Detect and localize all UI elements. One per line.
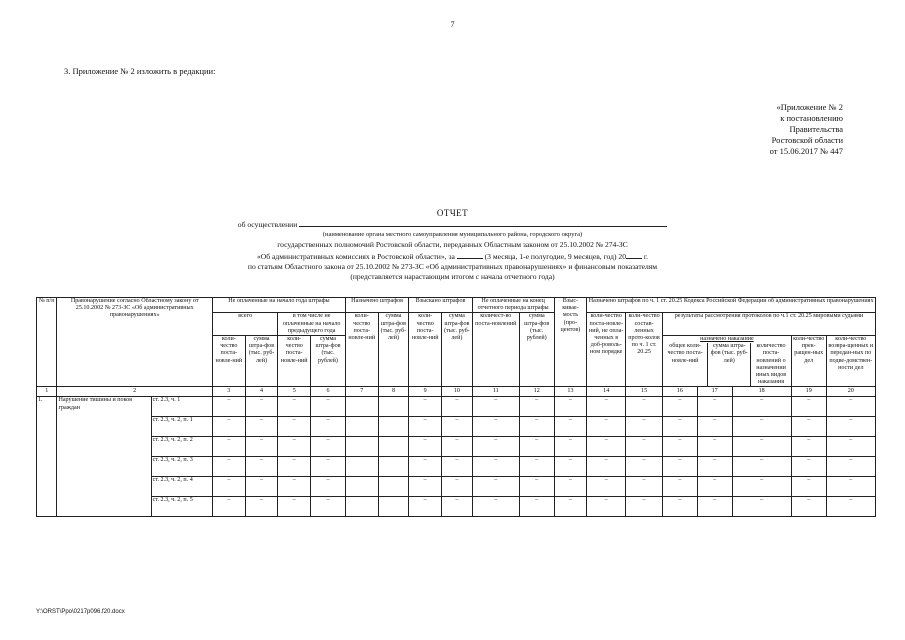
cell-col-16: –: [662, 397, 697, 417]
cell-col-11: –: [472, 477, 519, 497]
header-terminated: коли-чество прек-ращен-ных дел: [791, 336, 826, 387]
cell-col-15: –: [626, 397, 663, 417]
header-fine-sum: сумма штра-фов (тыс. руб-лей): [708, 343, 751, 386]
report-line-4-text-b: (3 месяца, 1-е полугодие, 9 месяцев, год) 20: [484, 252, 626, 261]
header-unpaid-end-sum: сумма штра-фов (тыс. рублей): [519, 313, 554, 387]
table-row: [37, 437, 876, 457]
article-reference: ст. 2.3, ч. 2, п. 5: [151, 497, 212, 517]
cell-col-13: –: [554, 417, 587, 437]
cell-col-12: –: [519, 417, 554, 437]
header-returned: коли-чество возвра-щенных и передан-ных по подве-домствен-ности дел: [826, 336, 875, 387]
cell-col-6: –: [311, 497, 346, 517]
header-art2025: Назначено штрафов по ч. 1 ст. 20.25 Кодекса Российской Федерации об административных правонарушениях: [587, 298, 876, 313]
header-total: всего: [212, 313, 277, 336]
cell-col-13: –: [554, 477, 587, 497]
cell-col-15: –: [626, 417, 663, 437]
header-incl-count: коли-чество поста-новле-ний: [278, 336, 311, 387]
column-number: 19: [791, 387, 826, 397]
cell-col-4: –: [245, 437, 278, 457]
cell-col-15: –: [626, 457, 663, 477]
cell-col-16: –: [662, 497, 697, 517]
cell-col-16: –: [662, 437, 697, 457]
cell-col-17: –: [697, 457, 732, 477]
header-collected: Взыскано штрафов: [409, 298, 472, 313]
appendix-note: [703, 102, 843, 157]
cell-col-13: –: [554, 397, 587, 417]
cell-col-4: –: [245, 417, 278, 437]
header-results: результаты рассмотрения протоколов по ч.1 ст. 20.25 мировыми судьями: [662, 313, 875, 336]
cell-col-19: –: [791, 477, 826, 497]
row-number: 1.: [37, 397, 57, 517]
cell-col-20: –: [826, 397, 875, 417]
header-total-sum: сумма штра-фов (тыс. руб-лей): [245, 336, 278, 387]
cell-col-15: –: [626, 477, 663, 497]
cell-col-18: –: [732, 477, 791, 497]
cell-col-9: –: [409, 417, 442, 437]
appendix-note-line: Правительства: [789, 124, 843, 134]
report-line-1-text: об осуществлении: [237, 220, 298, 229]
cell-col-7: [345, 497, 378, 517]
header-assigned-count: коли-чество поста-новле-ний: [345, 313, 378, 387]
cell-col-13: –: [554, 497, 587, 517]
header-offense: Правонарушение согласно Областному закону от 25.10.2002 № 273-ЗС «Об административных правонарушениях»: [57, 298, 213, 387]
cell-col-20: –: [826, 497, 875, 517]
cell-col-5: –: [278, 417, 311, 437]
cell-col-18: –: [732, 497, 791, 517]
report-line-3: государственных полномочий Ростовской области, переданных Областным законом от 25.10.2002 № 274-ЗС: [277, 240, 628, 249]
cell-col-3: –: [212, 437, 245, 457]
column-number: 10: [442, 387, 473, 397]
table-row: [37, 397, 876, 417]
header-total-count: коли-чество поста-новле-ний: [212, 336, 245, 387]
cell-col-18: –: [732, 437, 791, 457]
cell-col-13: –: [554, 457, 587, 477]
report-line-1: [0, 218, 905, 230]
header-assigned: Назначено штрафов: [345, 298, 408, 313]
header-collected-sum: сумма штра-фов (тыс. руб-лей): [442, 313, 473, 387]
cell-col-14: –: [587, 457, 626, 477]
header-total-decisions: общее коли-чество поста-новле-ний: [663, 343, 708, 386]
cell-col-14: –: [587, 497, 626, 517]
article-reference: ст. 2.3, ч. 1: [151, 397, 212, 417]
cell-col-10: –: [442, 477, 473, 497]
cell-col-4: –: [245, 477, 278, 497]
column-number: 20: [826, 387, 875, 397]
cell-col-12: –: [519, 457, 554, 477]
cell-col-11: –: [472, 437, 519, 457]
report-line-6: (представляется нарастающим итогом с начала отчетного года): [350, 272, 555, 281]
cell-col-16: –: [662, 477, 697, 497]
article-reference: ст. 2.3, ч. 2, п. 2: [151, 437, 212, 457]
header-collected-count: коли-чество поста-новле-ний: [409, 313, 442, 387]
cell-col-3: –: [212, 397, 245, 417]
cell-col-9: –: [409, 397, 442, 417]
report-line-4-text-c: г.: [643, 252, 649, 261]
cell-col-20: –: [826, 437, 875, 457]
header-unpaid-end: Не оплаченные на конец отчетного периода штрафы: [472, 298, 554, 313]
column-number: 17: [697, 387, 732, 397]
cell-col-4: –: [245, 397, 278, 417]
cell-col-18: –: [732, 417, 791, 437]
header-punish-sub: [663, 343, 791, 386]
cell-col-6: –: [311, 477, 346, 497]
cell-col-5: –: [278, 477, 311, 497]
header-unpaid-start: Не оплаченные на начало года штрафы: [212, 298, 345, 313]
cell-col-6: –: [311, 417, 346, 437]
cell-col-10: –: [442, 397, 473, 417]
cell-col-9: –: [409, 497, 442, 517]
page-number: 7: [450, 20, 455, 29]
cell-col-11: –: [472, 497, 519, 517]
cell-col-19: –: [791, 417, 826, 437]
article-reference: ст. 2.3, ч. 2, п. 3: [151, 457, 212, 477]
cell-col-16: –: [662, 417, 697, 437]
cell-col-14: –: [587, 437, 626, 457]
blank-period-field: [457, 250, 483, 259]
cell-col-18: –: [732, 397, 791, 417]
cell-col-3: –: [212, 417, 245, 437]
cell-col-9: –: [409, 477, 442, 497]
cell-col-12: –: [519, 437, 554, 457]
column-number: 3: [212, 387, 245, 397]
column-number: 5: [278, 387, 311, 397]
table-body: [37, 397, 876, 517]
cell-col-8: [378, 397, 409, 417]
cell-col-16: –: [662, 457, 697, 477]
report-header-lines: [0, 218, 905, 282]
cell-col-6: –: [311, 397, 346, 417]
cell-col-17: –: [697, 437, 732, 457]
cell-col-19: –: [791, 397, 826, 417]
report-line-2: (наименование органа местного самоуправления муниципального района, городского округа): [322, 231, 583, 238]
header-punish: назначено наказание: [700, 336, 754, 343]
table-row: [37, 497, 876, 517]
cell-col-17: –: [697, 397, 732, 417]
cell-col-20: –: [826, 477, 875, 497]
column-number: 9: [409, 387, 442, 397]
cell-col-7: [345, 477, 378, 497]
cell-col-7: [345, 457, 378, 477]
header-collect-rate: Взыс-кивае-мость (про-центов): [554, 298, 587, 387]
report-table: [36, 297, 876, 517]
cell-col-7: [345, 437, 378, 457]
cell-col-20: –: [826, 457, 875, 477]
column-number: 1: [37, 387, 57, 397]
intro-line: 3. Приложение № 2 изложить в редакции:: [64, 66, 216, 76]
header-nonpaid-count: коли-чество поста-новле-ний, не опла-ченных в доб-роволь-ном порядке: [587, 313, 626, 387]
column-number: 12: [519, 387, 554, 397]
cell-col-6: –: [311, 457, 346, 477]
cell-col-5: –: [278, 497, 311, 517]
header-incl-prev: в том числе не оплаченные на начало предыдущего года: [278, 313, 346, 336]
column-number: 11: [472, 387, 519, 397]
cell-col-17: –: [697, 417, 732, 437]
header-incl-sum: сумма штра-фов (тыс. рублей): [311, 336, 346, 387]
appendix-note-line: к постановлению: [780, 113, 843, 123]
report-line-5: по статьям Областного закона от 25.10.2002 № 273-ЗС «Об административных правонарушениях» и финансовым показателям: [247, 262, 658, 271]
report-title: ОТЧЕТ: [436, 208, 469, 218]
cell-col-4: –: [245, 497, 278, 517]
report-line-4: [0, 250, 905, 262]
cell-col-14: –: [587, 417, 626, 437]
column-number: 18: [732, 387, 791, 397]
header-other-punish: количество поста-новлений о назначении иных видов наказания: [755, 343, 787, 386]
appendix-note-line: «Приложение № 2: [776, 102, 843, 112]
cell-col-13: –: [554, 437, 587, 457]
column-number: 8: [378, 387, 409, 397]
cell-col-5: –: [278, 397, 311, 417]
column-number: 2: [57, 387, 213, 397]
cell-col-14: –: [587, 477, 626, 497]
header-punish-group: [662, 336, 791, 387]
cell-col-10: –: [442, 437, 473, 457]
cell-col-3: –: [212, 477, 245, 497]
cell-col-12: –: [519, 497, 554, 517]
appendix-note-line: Ростовской области: [771, 135, 843, 145]
cell-col-20: –: [826, 417, 875, 437]
cell-col-3: –: [212, 497, 245, 517]
cell-col-18: –: [732, 457, 791, 477]
column-number: 15: [626, 387, 663, 397]
cell-col-5: –: [278, 437, 311, 457]
cell-col-8: [378, 437, 409, 457]
cell-col-5: –: [278, 457, 311, 477]
column-number: 6: [311, 387, 346, 397]
cell-col-17: –: [697, 477, 732, 497]
cell-col-11: –: [472, 417, 519, 437]
cell-col-11: –: [472, 457, 519, 477]
column-number: 4: [245, 387, 278, 397]
cell-col-7: [345, 417, 378, 437]
cell-col-6: –: [311, 437, 346, 457]
table-row: [37, 477, 876, 497]
blank-year-field: [626, 250, 642, 259]
cell-col-15: –: [626, 497, 663, 517]
cell-col-10: –: [442, 417, 473, 437]
cell-col-19: –: [791, 497, 826, 517]
cell-col-8: [378, 477, 409, 497]
cell-col-17: –: [697, 497, 732, 517]
cell-col-4: –: [245, 457, 278, 477]
column-number: 14: [587, 387, 626, 397]
header-protocols-count: коли-чество состав-ленных прото-колов по ч. 1 ст. 20.25: [626, 313, 663, 387]
offense-name: Нарушение тишины и покоя граждан: [57, 397, 151, 517]
cell-col-10: –: [442, 457, 473, 477]
cell-col-8: [378, 417, 409, 437]
cell-col-14: –: [587, 397, 626, 417]
article-reference: ст. 2.3, ч. 2, п. 4: [151, 477, 212, 497]
cell-col-11: –: [472, 397, 519, 417]
cell-col-7: [345, 397, 378, 417]
article-reference: ст. 2.3, ч. 2, п. 1: [151, 417, 212, 437]
cell-col-15: –: [626, 437, 663, 457]
cell-col-19: –: [791, 457, 826, 477]
cell-col-19: –: [791, 437, 826, 457]
column-number: 7: [345, 387, 378, 397]
cell-col-12: –: [519, 397, 554, 417]
table-row: [37, 457, 876, 477]
cell-col-12: –: [519, 477, 554, 497]
report-line-4-text-a: «Об административных комиссиях в Ростовской области», за: [256, 252, 455, 261]
table-row: [37, 417, 876, 437]
cell-col-3: –: [212, 457, 245, 477]
cell-col-8: [378, 497, 409, 517]
cell-col-8: [378, 457, 409, 477]
header-unpaid-end-count: количест-во поста-новлений: [472, 313, 519, 387]
cell-col-10: –: [442, 497, 473, 517]
column-number-row: [37, 387, 876, 397]
cell-col-9: –: [409, 457, 442, 477]
header-assigned-sum: сумма штра-фов (тыс. руб-лей): [378, 313, 409, 387]
footer-path: Y:\ORST\Ppo\0217p096.f20.docx: [36, 609, 125, 615]
appendix-note-line: от 15.06.2017 № 447: [769, 146, 843, 156]
column-number: 13: [554, 387, 587, 397]
header-num: № п/п: [37, 298, 57, 387]
blank-organ-field: [299, 218, 667, 227]
cell-col-9: –: [409, 437, 442, 457]
column-number: 16: [662, 387, 697, 397]
